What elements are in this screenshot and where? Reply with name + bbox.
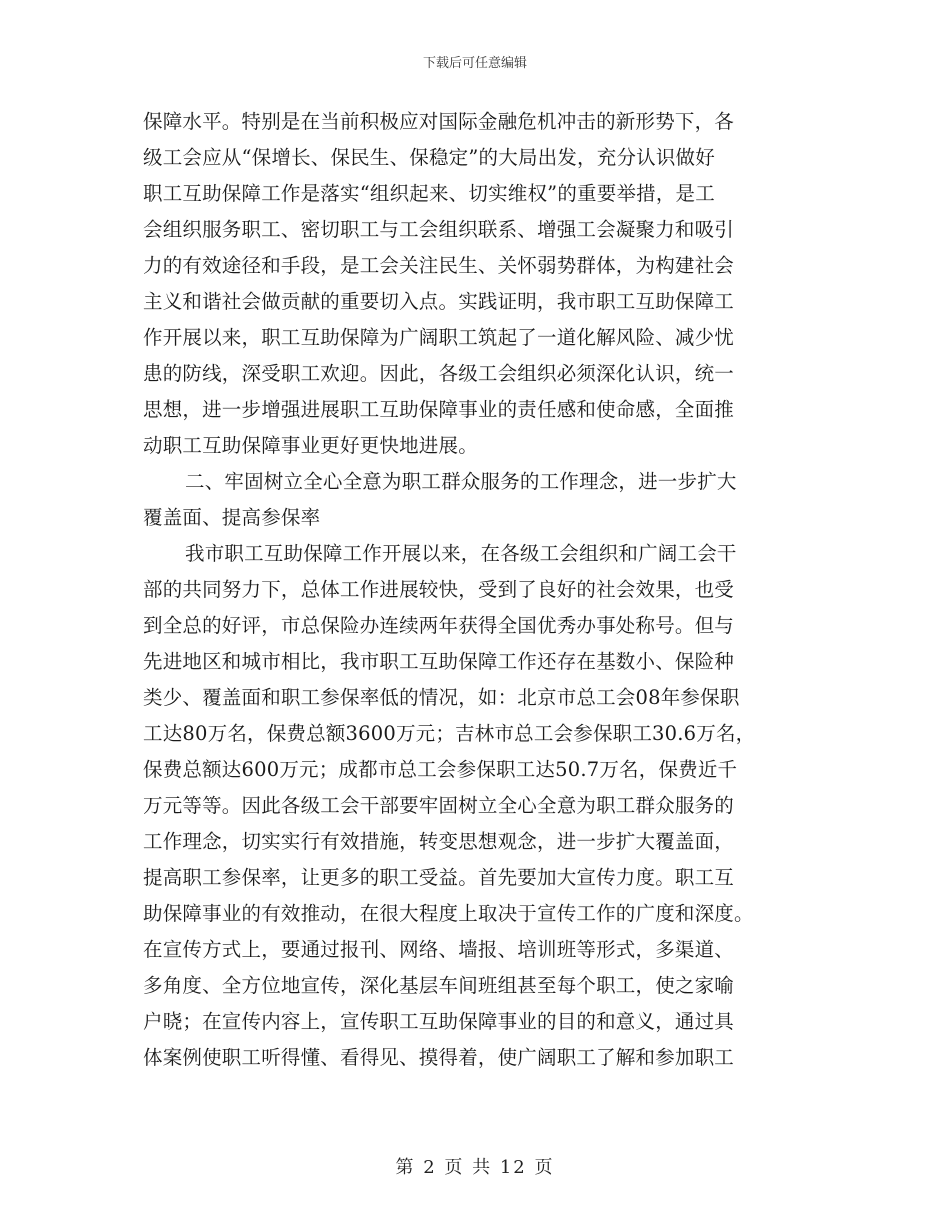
section-heading-line: 覆盖面、提高参保率	[143, 506, 321, 529]
text-line: 思想，进一步增强进展职工互助保障事业的责任感和使命感，全面推	[143, 398, 735, 421]
text-line: 万元等等。因此各级工会干部要牢固树立全心全意为职工群众服务的	[143, 794, 735, 817]
page-number: 第 2 页 共 12 页	[395, 1157, 555, 1178]
text-line: 力的有效途径和手段，是工会关注民生、关怀弱势群体，为构建社会	[143, 254, 735, 277]
text-line: 助保障事业的有效推动，在很大程度上取决于宣传工作的广度和深度。	[143, 902, 754, 925]
text-line: 到全总的好评，市总保险办连续两年获得全国优秀办事处称号。但与	[143, 614, 735, 637]
text-line: 类少、覆盖面和职工参保率低的情况，如：北京市总工会08年参保职	[143, 686, 740, 709]
text-line: 主义和谐社会做贡献的重要切入点。实践证明，我市职工互助保障工	[143, 290, 735, 313]
text-line: 户晓；在宣传内容上，宣传职工互助保障事业的目的和意义，通过具	[143, 1010, 735, 1033]
text-line: 工作理念，切实实行有效措施，转变思想观念，进一步扩大覆盖面，	[143, 830, 735, 853]
text-line: 工达80万名，保费总额3600万元；吉林市总工会参保职工30.6万名，	[143, 722, 756, 745]
text-line: 部的共同努力下，总体工作进展较快，受到了良好的社会效果，也受	[143, 578, 735, 601]
text-line: 先进地区和城市相比，我市职工互助保障工作还存在基数小、保险种	[143, 650, 735, 673]
text-line: 患的防线，深受职工欢迎。因此，各级工会组织必须深化认识，统一	[143, 362, 735, 385]
text-line: 保费总额达600万元；成都市总工会参保职工达50.7万名，保费近千	[143, 758, 738, 781]
page-header	[0, 52, 950, 71]
section-heading-line: 二、牢固树立全心全意为职工群众服务的工作理念，进一步扩大	[185, 470, 737, 493]
header-note: 下载后可任意编辑	[422, 56, 527, 71]
text-line: 我市职工互助保障工作开展以来，在各级工会组织和广阔工会干	[185, 542, 737, 565]
text-line: 在宣传方式上，要通过报刊、网络、墙报、培训班等形式，多渠道、	[143, 938, 735, 961]
text-line: 保障水平。特别是在当前积极应对国际金融危机冲击的新形势下，各	[143, 110, 735, 133]
text-line: 体案例使职工听得懂、看得见、摸得着，使广阔职工了解和参加职工	[143, 1046, 735, 1069]
document-body	[143, 104, 808, 1076]
text-line: 多角度、全方位地宣传，深化基层车间班组甚至每个职工，使之家喻	[143, 974, 735, 997]
text-line: 会组织服务职工、密切职工与工会组织联系、增强工会凝聚力和吸引	[143, 218, 735, 241]
text-line: 职工互助保障工作是落实“组织起来、切实维权”的重要举措，是工	[143, 182, 715, 205]
text-line: 级工会应从“保增长、保民生、保稳定”的大局出发，充分认识做好	[143, 146, 715, 169]
text-line: 动职工互助保障事业更好更快地进展。	[143, 434, 478, 457]
text-line: 作开展以来，职工互助保障为广阔职工筑起了一道化解风险、减少忧	[143, 326, 735, 349]
page-footer	[0, 1153, 950, 1179]
text-line: 提高职工参保率，让更多的职工受益。首先要加大宣传力度。职工互	[143, 866, 735, 889]
